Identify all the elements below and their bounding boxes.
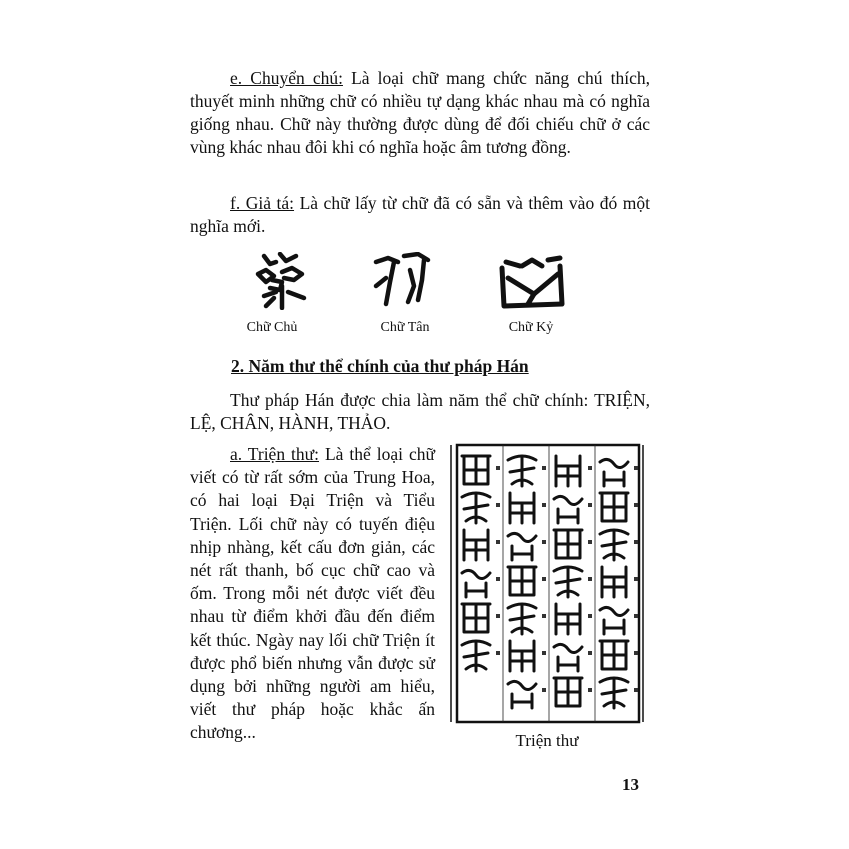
glyph-caption-ky: Chữ Kỷ	[508, 320, 554, 335]
seal-character-stroke	[554, 567, 582, 597]
annotation-mark	[634, 614, 638, 618]
seal-character-stroke	[508, 604, 536, 634]
glyph-caption-chu: Chữ Chủ	[246, 320, 298, 335]
paragraph-a-label: a. Triện thư:	[230, 444, 320, 464]
section-heading: 2. Năm thư thể chính của thư pháp Hán	[231, 356, 529, 376]
annotation-mark	[496, 577, 500, 581]
annotation-mark	[542, 614, 546, 618]
seal-character-stroke	[508, 456, 536, 486]
seal-character-stroke	[554, 644, 582, 671]
annotation-mark	[634, 503, 638, 507]
annotation-mark	[634, 540, 638, 544]
ancient-glyph-chu-icon	[252, 252, 312, 310]
annotation-mark	[496, 614, 500, 618]
seal-character-stroke	[510, 493, 534, 523]
annotation-mark	[496, 503, 500, 507]
seal-character-stroke	[508, 533, 536, 560]
paragraph-f-text: Là chữ lấy từ chữ đã có sẵn và thêm vào đó một nghĩa mới.	[190, 193, 650, 236]
seal-character-stroke	[554, 678, 582, 706]
paragraph-e	[190, 67, 650, 159]
seal-character-stroke	[554, 530, 582, 558]
paragraph-f	[190, 192, 650, 238]
paragraph-e-text: Là loại chữ mang chức năng chú thích, thuyết minh những chữ có nhiều tự dạng khác nhau mà có nghĩa giống nhau. Chữ này thường được dùng để đối chiếu chữ ở các vùng khác nhau đôi khi có nghĩa hoặc âm tương đồng.	[190, 68, 650, 157]
paragraph-e-label: e. Chuyển chú:	[230, 68, 343, 88]
annotation-mark	[496, 540, 500, 544]
seal-character-stroke	[602, 567, 626, 597]
seal-character-stroke	[462, 570, 490, 597]
annotation-mark	[496, 466, 500, 470]
seal-character-stroke	[462, 641, 490, 671]
annotation-mark	[588, 688, 592, 692]
annotation-mark	[588, 577, 592, 581]
paragraph-a	[190, 443, 435, 745]
seal-character-stroke	[462, 456, 490, 484]
seal-character-stroke	[508, 567, 536, 595]
seal-character-stroke	[600, 607, 628, 634]
seal-character-stroke	[462, 493, 490, 523]
annotation-mark	[588, 540, 592, 544]
paragraph-f-label: f. Giả tá:	[230, 193, 295, 213]
annotation-mark	[634, 651, 638, 655]
paragraph-a-text: Là thể loại chữ viết có từ rất sớm của Trung Hoa, có hai loại Đại Triện và Tiểu Triện. Lối chữ này có tuyến điệu nhịp nhàng, kết cấu đơn giản, các nét rất thanh, bố cục chữ cao và ốm. Trong mỗi nét được viết đều nhau từ điểm khởi đầu đến điểm kết thúc. Ngày nay lối chữ Triện ít được phổ biến nhưng vẫn được sử dụng bởi những người am hiểu, viết thư pháp hoặc khắc ấn chương...	[190, 444, 435, 743]
seal-character-stroke	[462, 604, 490, 632]
annotation-mark	[588, 651, 592, 655]
annotation-mark	[542, 503, 546, 507]
seal-character-stroke	[600, 678, 628, 708]
annotation-mark	[542, 466, 546, 470]
annotation-mark	[588, 614, 592, 618]
intro-paragraph: Thư pháp Hán được chia làm năm thể chữ chính: TRIỆN, LỆ, CHÂN, HÀNH, THẢO.	[190, 390, 650, 433]
annotation-mark	[496, 651, 500, 655]
annotation-mark	[634, 577, 638, 581]
seal-character-stroke	[554, 496, 582, 523]
annotation-mark	[588, 466, 592, 470]
seal-character-stroke	[508, 681, 536, 708]
annotation-mark	[542, 577, 546, 581]
seal-character-stroke	[556, 604, 580, 634]
annotation-mark	[634, 688, 638, 692]
ancient-glyph-tan-icon	[372, 252, 434, 310]
page-number: 13	[622, 775, 639, 794]
annotation-mark	[542, 688, 546, 692]
annotation-mark	[542, 540, 546, 544]
glyph-caption-tan: Chữ Tân	[380, 320, 430, 335]
seal-character-stroke	[600, 493, 628, 521]
seal-character-stroke	[464, 530, 488, 560]
annotation-mark	[634, 466, 638, 470]
seal-character-stroke	[510, 641, 534, 671]
seal-script-calligraphy-image	[447, 442, 647, 725]
seal-character-stroke	[600, 459, 628, 486]
seal-character-stroke	[556, 456, 580, 486]
annotation-mark	[542, 651, 546, 655]
figure-caption: Triện thư	[515, 731, 579, 750]
annotation-mark	[588, 503, 592, 507]
seal-character-stroke	[600, 530, 628, 560]
ancient-glyph-ky-icon	[498, 254, 568, 314]
seal-character-stroke	[600, 641, 628, 669]
